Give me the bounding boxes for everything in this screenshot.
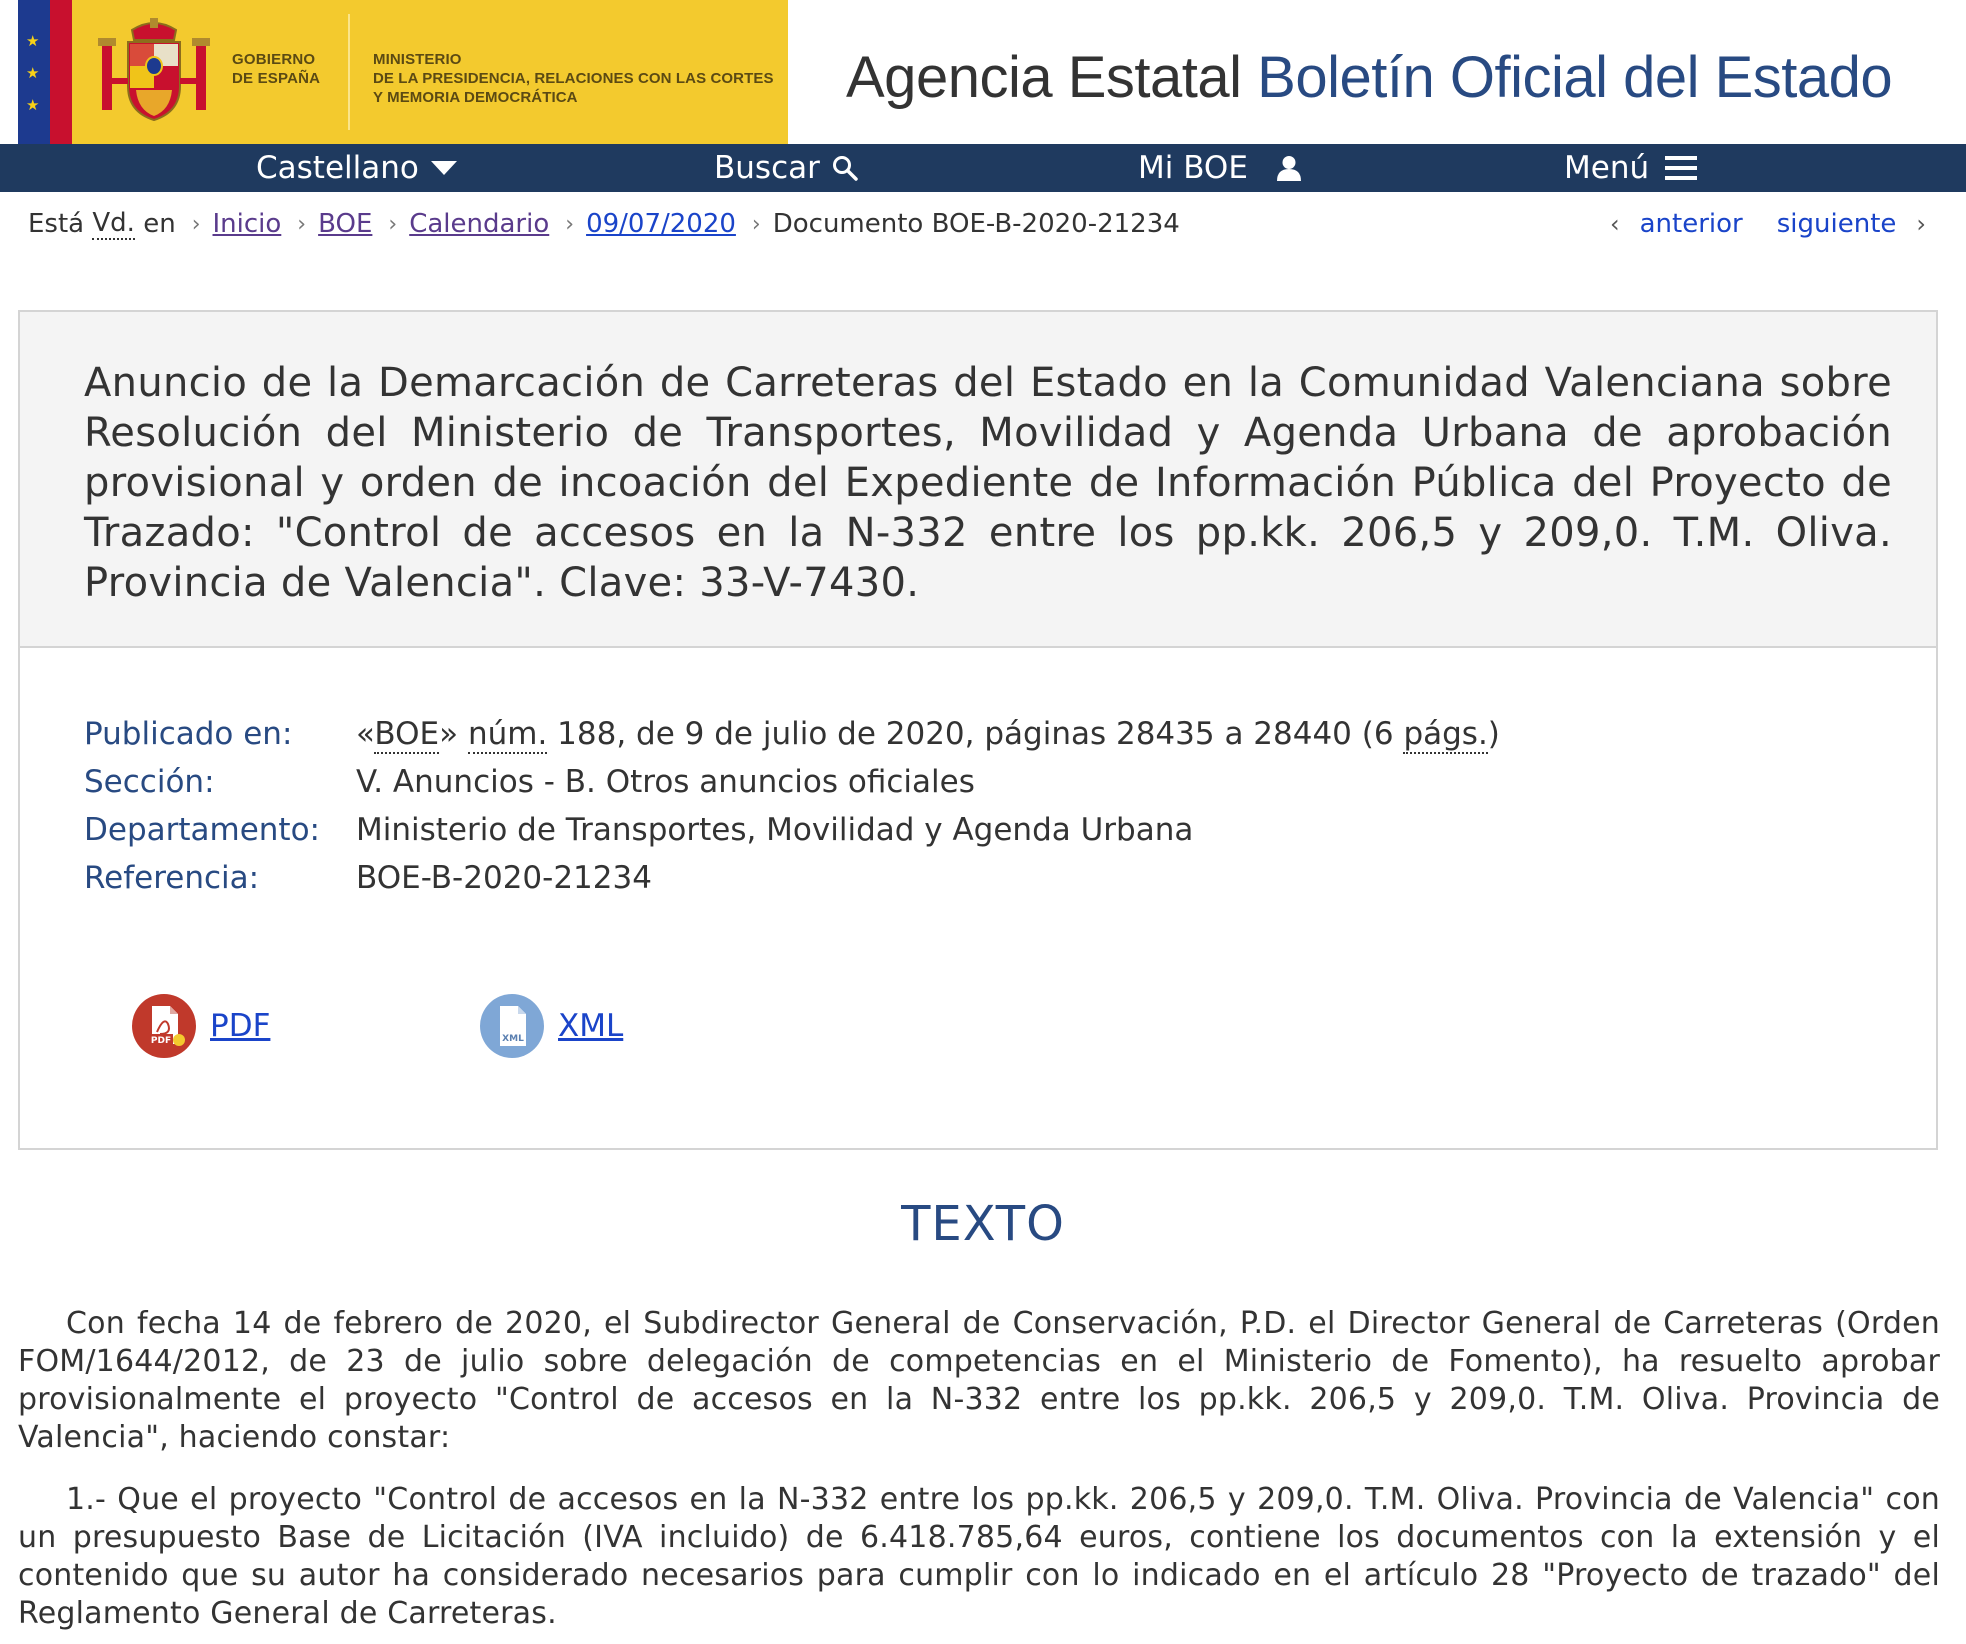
agency-prefix: Agencia Estatal xyxy=(846,45,1242,110)
chevron-right-icon: › xyxy=(751,211,761,237)
next-document-link[interactable]: siguiente xyxy=(1776,209,1897,239)
breadcrumb: Está Vd. en › Inicio › BOE › Calendario › 09/07/2020 › Documento BOE-B-2020-21234 xyxy=(28,208,1180,239)
main-nav xyxy=(0,144,1966,192)
section-heading: TEXTO xyxy=(901,1196,1065,1252)
language-label: Castellano xyxy=(256,150,419,186)
eu-flag-strip xyxy=(18,0,72,144)
language-selector[interactable] xyxy=(256,144,457,192)
chevron-right-icon: › xyxy=(1916,210,1926,238)
xml-file-icon[interactable] xyxy=(480,994,544,1058)
breadcrumb-calendario[interactable]: Calendario xyxy=(409,209,550,239)
meta-published xyxy=(84,710,1500,758)
xml-link[interactable]: XML xyxy=(558,1008,624,1044)
reference-label: Referencia: xyxy=(84,860,260,896)
meta-section xyxy=(84,758,1500,806)
agency-title[interactable] xyxy=(846,44,1892,111)
xml-download[interactable] xyxy=(480,994,623,1058)
abbreviation-pags: págs. xyxy=(1403,716,1488,752)
chevron-right-icon: › xyxy=(297,211,307,237)
document-card xyxy=(18,310,1938,1150)
breadcrumb-boe[interactable]: BOE xyxy=(318,209,373,239)
chevron-right-icon: › xyxy=(565,211,575,237)
document-metadata xyxy=(84,710,1500,902)
department-value: Ministerio de Transportes, Movilidad y Agenda Urbana xyxy=(356,812,1194,848)
abbreviation-vd: Vd. xyxy=(92,208,135,238)
site-header xyxy=(0,0,1966,144)
published-label: Publicado en: xyxy=(84,716,293,752)
coat-of-arms-logo xyxy=(96,16,212,126)
menu-button[interactable] xyxy=(1564,144,1697,192)
search-button[interactable] xyxy=(714,144,858,192)
breadcrumb-date[interactable]: 09/07/2020 xyxy=(586,209,736,239)
document-pager xyxy=(1610,204,1926,244)
meta-reference xyxy=(84,854,1500,902)
document-title-panel xyxy=(20,312,1936,648)
agency-name: Boletín Oficial del Estado xyxy=(1257,45,1893,110)
breadcrumb-prefix: Está xyxy=(28,209,85,239)
body-paragraph: Con fecha 14 de febrero de 2020, el Subdirector General de Conservación, P.D. el Director General de Carreteras (Orden FOM/1644/2012, de 23 de julio sobre delegación de competencias en el Ministerio de Fomento), ha resuelto aprobar provisionalmente el proyecto "Control de accesos en la N-332 entre los pp.kk. 206,5 y 209,0. T.M. Oliva. Provincia de Valencia", haciendo constar: xyxy=(18,1306,1940,1455)
hamburger-menu-icon xyxy=(1665,155,1697,181)
svg-text:PDF: PDF xyxy=(150,1036,172,1046)
user-icon xyxy=(1276,155,1302,181)
breadcrumb-inicio[interactable]: Inicio xyxy=(212,209,282,239)
reference-value: BOE-B-2020-21234 xyxy=(356,860,652,896)
section-value: V. Anuncios - B. Otros anuncios oficiales xyxy=(356,764,975,800)
caret-down-icon xyxy=(431,161,457,175)
breadcrumb-current: Documento BOE-B-2020-21234 xyxy=(772,209,1180,239)
section-label: Sección: xyxy=(84,764,215,800)
government-banner[interactable] xyxy=(18,0,788,144)
chevron-left-icon: ‹ xyxy=(1610,210,1620,238)
government-label: GOBIERNO DE ESPAÑA xyxy=(232,51,321,87)
star-icon: ★ xyxy=(26,96,40,114)
chevron-right-icon: › xyxy=(191,211,201,237)
chevron-right-icon: › xyxy=(388,211,398,237)
svg-text:XML: XML xyxy=(502,1034,524,1044)
pdf-link[interactable]: PDF xyxy=(210,1008,271,1044)
my-boe-label: Mi BOE xyxy=(1138,150,1248,186)
body-paragraph: 1.- Que el proyecto "Control de accesos en la N-332 entre los pp.kk. 206,5 y 209,0. T.M. Oliva. Provincia de Valencia" con un presupuesto Base de Licitación (IVA incluido) de 6.418.785,64 euros, contiene los documentos con la extensión y el contenido que su autor ha considerado necesarios para cumplir con lo indicado en el artículo 28 "Proyecto de trazado" del Reglamento General de Carreteras. xyxy=(18,1482,1940,1631)
published-value: «BOE» núm. 188, de 9 de julio de 2020, páginas 28435 a 28440 (6 págs.) xyxy=(356,716,1500,752)
ministry-label: MINISTERIO DE LA PRESIDENCIA, RELACIONES CON LAS CORTES Y MEMORIA DEMOCRÁTICA xyxy=(373,51,774,106)
pdf-file-icon[interactable] xyxy=(132,994,196,1058)
menu-label: Menú xyxy=(1564,150,1650,186)
star-icon: ★ xyxy=(26,32,40,50)
meta-department xyxy=(84,806,1500,854)
department-label: Departamento: xyxy=(84,812,320,848)
document-title: Anuncio de la Demarcación de Carreteras del Estado en la Comunidad Valenciana sobre Resolución del Ministerio de Transportes, Movilidad y Agenda Urbana de aprobación provisional y orden de incoación del Expediente de Información Pública del Proyecto de Trazado: "Control de accesos en la N-332 entre los pp.kk. 206,5 y 209,0. T.M. Oliva. Provincia de Valencia". Clave: 33-V-7430. xyxy=(84,360,1892,606)
abbreviation-num: núm. xyxy=(467,716,548,752)
star-icon: ★ xyxy=(26,64,40,82)
pdf-download[interactable] xyxy=(132,994,270,1058)
search-icon xyxy=(832,155,858,181)
previous-document-link[interactable]: anterior xyxy=(1639,209,1743,239)
my-boe-button[interactable] xyxy=(1138,144,1302,192)
abbreviation-boe: BOE xyxy=(374,716,440,752)
search-label: Buscar xyxy=(714,150,820,186)
